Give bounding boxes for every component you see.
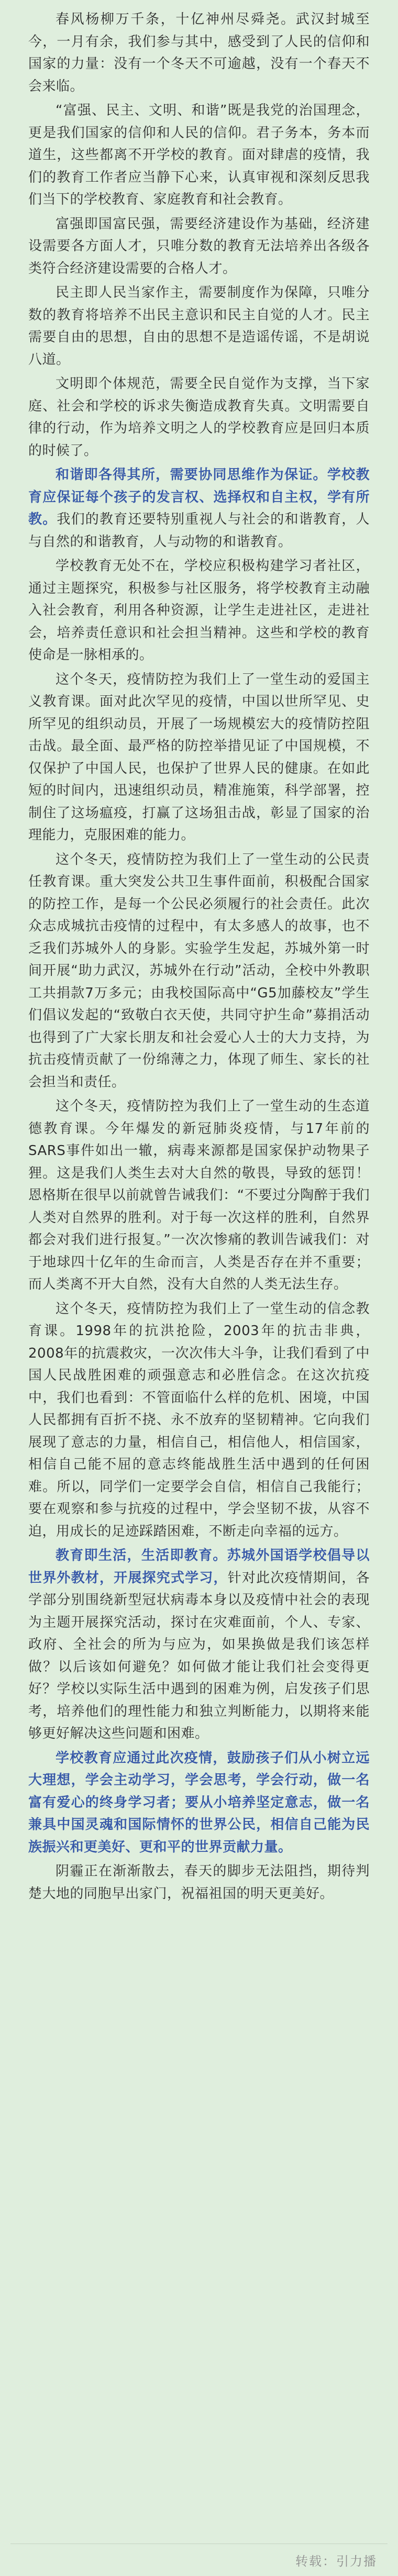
paragraph-3: 富强即国富民强，需要经济建设作为基础，经济建设需要各方面人才，只唯分数的教育无法培养出各级各类符合经济建设需要的合格人才。 (28, 216, 370, 276)
paragraph-4: 民主即人民当家作主，需要制度作为保障，只唯分数的教育将培养不出民主意识和民主自觉的人才。民主需要自由的思想，自由的思想不是造谣传谣，不是胡说八道。 (28, 285, 370, 368)
paragraph-6 (28, 464, 370, 553)
paragraph-11: 这个冬天，疫情防控为我们上了一堂生动的信念教育课。1998年的抗洪抢险，2003年的抗击非典，2008年的抗震救灾，一次次伟大斗争，让我们看到了中国人民战胜困难的顽强意志和必胜信念。在这次抗疫中，我们也看到：不管面临什么样的危机、困境，中国人民都拥有百折不挠、永不放弃的坚韧精神。它向我们展现了意志的力量，相信自己，相信他人，相信国家，相信自己能不屈的意志终能战胜生活中遇到的任何困难。所以，同学们一定要学会自信，相信自己我能行；要在观察和参与抗疫的过程中，学会坚韧不拔，从容不迫，用成长的足迹踩踏困难，不断走向幸福的远方。 (28, 1301, 370, 1539)
paragraph-5: 文明即个体规范，需要全民自觉作为支撑，当下家庭、社会和学校的诉求失衡造成教育失真。文明需要自律的行动，作为培养文明之人的学校教育应是回归本质的时候了。 (28, 376, 370, 459)
paragraph-2: “富强、民主、文明、和谐”既是我党的治国理念，更是我们国家的信仰和人民的信仰。君子务本，务本而道生，这些都离不开学校的教育。面对肆虐的疫情，我们的教育工作者应当静下心来，认真审视和深刻反思我们当下的学校教育、家庭教育和社会教育。 (28, 103, 370, 207)
paragraph-9: 这个冬天，疫情防控为我们上了一堂生动的公民责任教育课。重大突发公共卫生事件面前，积极配合国家的防控工作，是每一个公民必须履行的社会责任。此次众志成城抗击疫情的过程中，有太多感人的故事，也不乏我们苏城外人的身影。实验学生发起，苏城外第一时间开展“助力武汉，苏城外在行动”活动，全校中外教职工共捐款7万多元；由我校国际高中“G5加藤校友”学生们倡议发起的“致敬白衣天使，共同守护生命”募捐活动也得到了广大家长朋友和社会爱心人士的大力支持，为抗击疫情贡献了一份绵薄之力，体现了师生、家长的社会担当和责任。 (28, 851, 370, 1090)
paragraph-8: 这个冬天，疫情防控为我们上了一堂生动的爱国主义教育课。面对此次罕见的疫情，中国以世所罕见、史所罕见的组织动员，开展了一场规模宏大的疫情防控阻击战。最全面、最严格的防控举措见证了中国规模，不仅保护了中国人民，也保护了世界人民的健康。在如此短的时间内，迅速组织动员，精准施策，科学部署，控制住了这场瘟疫，打赢了这场狙击战，彰显了国家的治理能力，克服困难的能力。 (28, 671, 370, 843)
paragraph-12-body: 针对此次疫情期间，各学部分别围绕新型冠状病毒本身以及疫情中社会的表现为主题开展探究活动，探讨在灾难面前，个人、专家、政府、全社会的所为与应为，如果换做是我们该怎样做？以后该如何避免？如何做才能让我们社会变得更好？学校以实际生活中遇到的困难为例，启发孩子们思考，培养他们的理性能力和独立判断能力，以期将来能够更好解决这些问题和困难。 (28, 1570, 370, 1741)
paragraph-14: 阴霾正在渐渐散去，春天的脚步无法阻挡，期待判楚大地的同胞早出家门，祝福祖国的明天更美好。 (28, 1863, 370, 1902)
paragraph-12-lead: 教育即生活，生活即教育。苏城外国语学校倡导以世界外教材，开展探究式学习， (28, 1548, 370, 1586)
paragraph-7: 学校教育无处不在，学校应积极构建学习者社区，通过主题探究，积极参与社区服务，将学校教育主动融入社会教育，利用各种资源，让学生走进社区，走进社会，培养责任意识和社会担当精神。这些和学校的教育使命是一脉相承的。 (28, 558, 370, 663)
paragraph-1: 春风杨柳万千条，十亿神州尽舜尧。武汉封城至今，一月有余，我们参与其中，感受到了人民的信仰和国家的力量：没有一个冬天不可逾越，没有一个春天不会来临。 (28, 12, 370, 94)
paragraph-12 (28, 1545, 370, 1745)
paragraph-6-lead: 和谐即各得其所，需要协同思维作为保证。学校教育应保证每个孩子的发言权、选择权和自主权，学有所教。 (28, 467, 370, 527)
paragraph-10: 这个冬天，疫情防控为我们上了一堂生动的生态道德教育课。今年爆发的新冠肺炎疫情，与17年前的SARS事件如出一辙，病毒来源都是国家保护动物果子狸。这是我们人类生去对大自然的敬畏，导致的惩罚！恩格斯在很早以前就曾告诫我们：“不要过分陶醉于我们人类对自然界的胜利。对于每一次这样的胜利，自然界都会对我们进行报复。”一次次惨痛的教训告诫我们：对于地球四十亿年的生命而言，人类是否存在并不重要；而人类离不开大自然，没有大自然的人类无法生存。 (28, 1098, 370, 1292)
paragraph-13-highlight: 学校教育应通过此次疫情，鼓励孩子们从小树立远大理想，学会主动学习，学会思考，学会行动，做一名富有爱心的终身学习者；要从小培养坚定意志，做一名兼具中国灵魂和国际情怀的世界公民，相信自己能为民族振兴和更美好、更和平的世界贡献力量。 (28, 1750, 370, 1855)
paragraph-6-body: 我们的教育还要特别重视人与社会的和谐教育，人与自然的和谐教育，人与动物的和谐教育。 (28, 512, 370, 550)
source-credit: 转载：引力播 (295, 2554, 377, 2569)
